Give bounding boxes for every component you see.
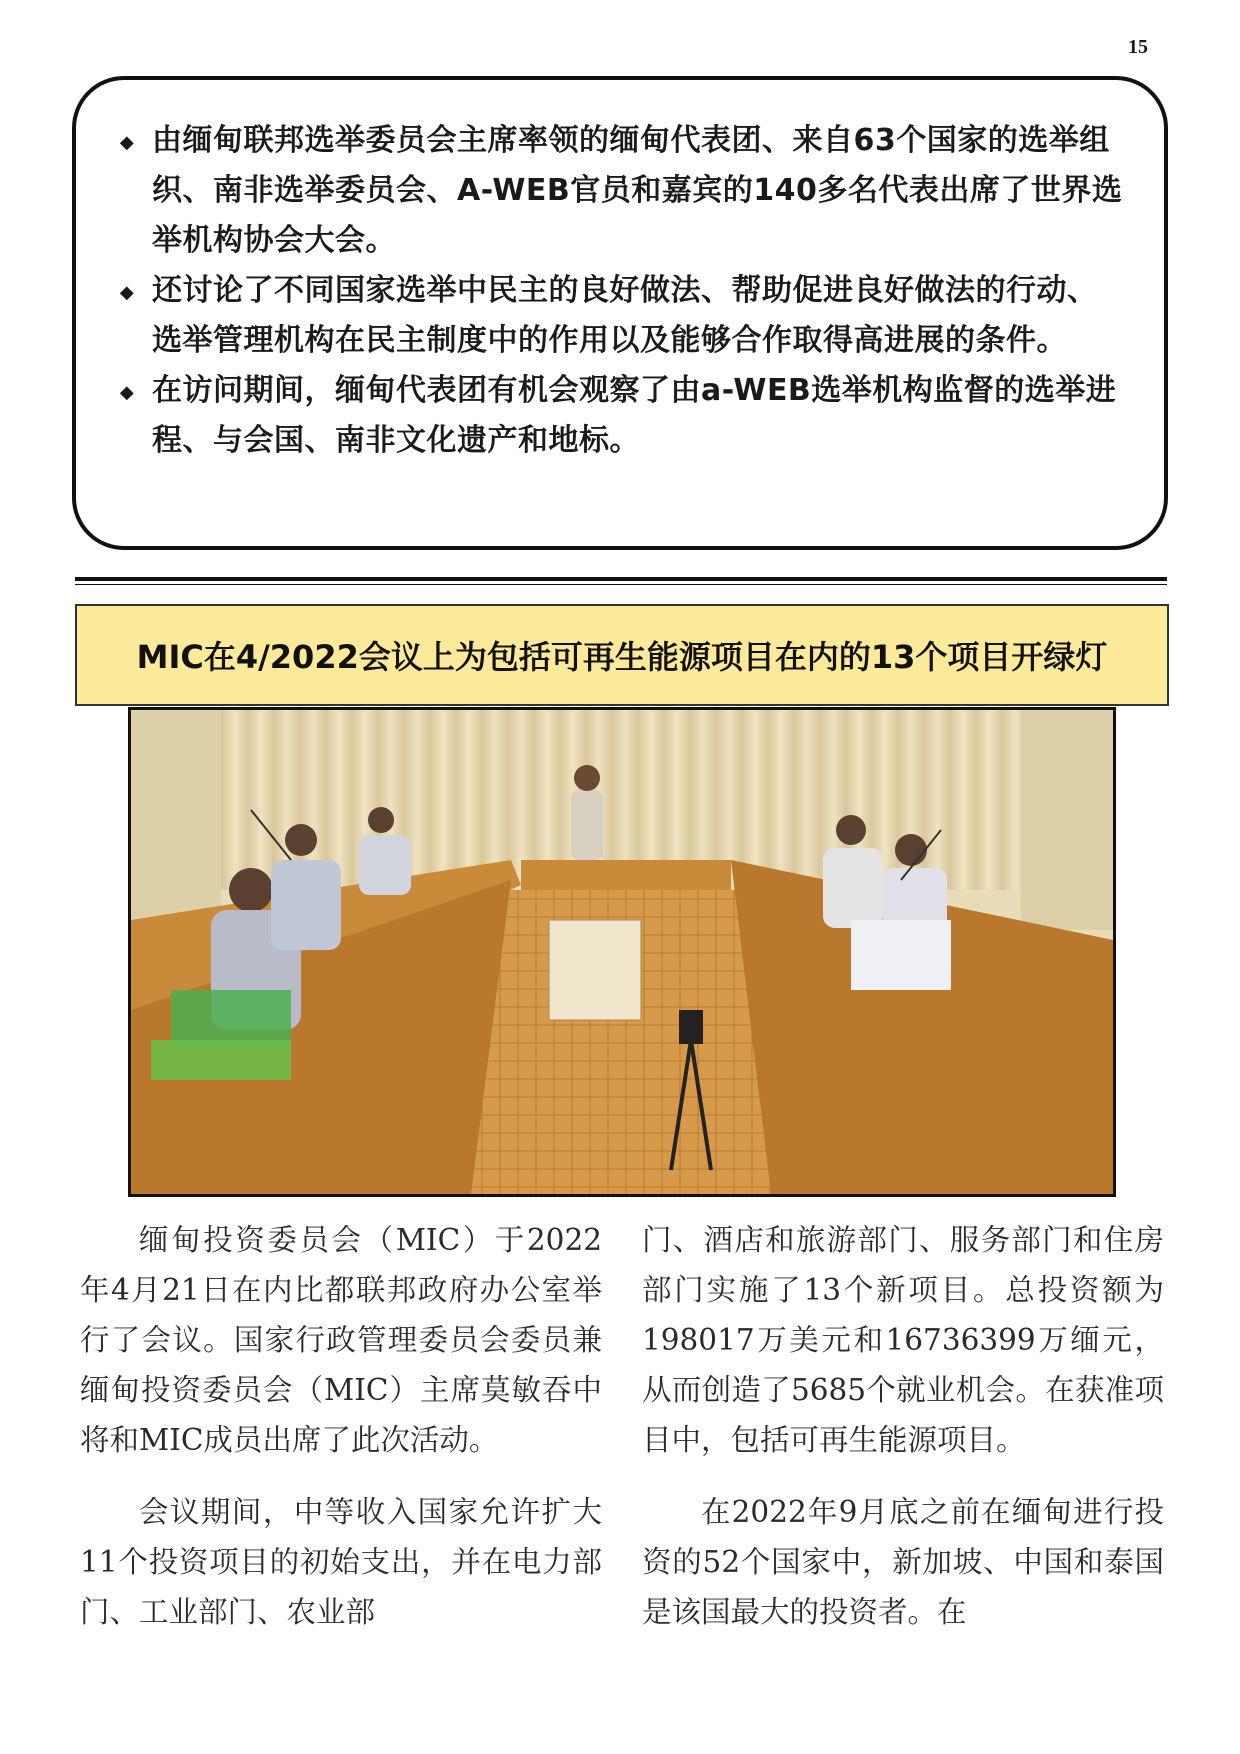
- meeting-room-illustration: [131, 710, 1113, 1194]
- bullet-item: [102, 116, 1124, 266]
- article-column-right: [642, 1215, 1164, 1659]
- bullet-text: 还讨论了不同国家选举中民主的良好做法、帮助促进良好做法的行动、选举管理机构在民主制度中的作用以及能够合作取得高进展的条件。: [152, 273, 1098, 358]
- article-paragraph: 缅甸投资委员会（MIC）于2022年4月21日在内比都联邦政府办公室举行了会议。国家行政管理委员会委员兼缅甸投资委员会（MIC）主席莫敏吞中将和MIC成员出席了此次活动。: [80, 1223, 602, 1457]
- article-paragraph: 门、酒店和旅游部门、服务部门和住房部门实施了13个新项目。总投资额为198017万美元和16736399万缅元，从而创造了5685个就业机会。在获准项目中，包括可再生能源项目。: [642, 1223, 1164, 1457]
- summary-bullet-box: [72, 76, 1168, 550]
- meeting-photo: [128, 707, 1116, 1197]
- page-number: 15: [1128, 36, 1148, 58]
- diamond-bullet-icon: ◆: [119, 382, 135, 403]
- section-divider: [75, 577, 1167, 581]
- article-headline: MIC在4/2022会议上为包括可再生能源项目在内的13个项目开绿灯: [75, 604, 1169, 706]
- bullet-text: 由缅甸联邦选举委员会主席率领的缅甸代表团、来自63个国家的选举组织、南非选举委员会、A-WEB官员和嘉宾的140多名代表出席了世界选举机构协会大会。: [152, 123, 1123, 258]
- diamond-bullet-icon: ◆: [119, 282, 135, 303]
- section-divider-thin: [75, 584, 1167, 585]
- article-paragraph: 会议期间，中等收入国家允许扩大11个投资项目的初始支出，并在电力部门、工业部门、农业部: [80, 1495, 602, 1629]
- diamond-bullet-icon: ◆: [119, 132, 135, 153]
- bullet-item: [102, 266, 1124, 366]
- bullet-text: 在访问期间，缅甸代表团有机会观察了由a-WEB选举机构监督的选举进程、与会国、南非文化遗产和地标。: [152, 373, 1117, 458]
- article-paragraph: 在2022年9月底之前在缅甸进行投资的52个国家中，新加坡、中国和泰国是该国最大的投资者。在: [642, 1495, 1164, 1629]
- article-column-left: [80, 1215, 602, 1659]
- bullet-item: [102, 366, 1124, 466]
